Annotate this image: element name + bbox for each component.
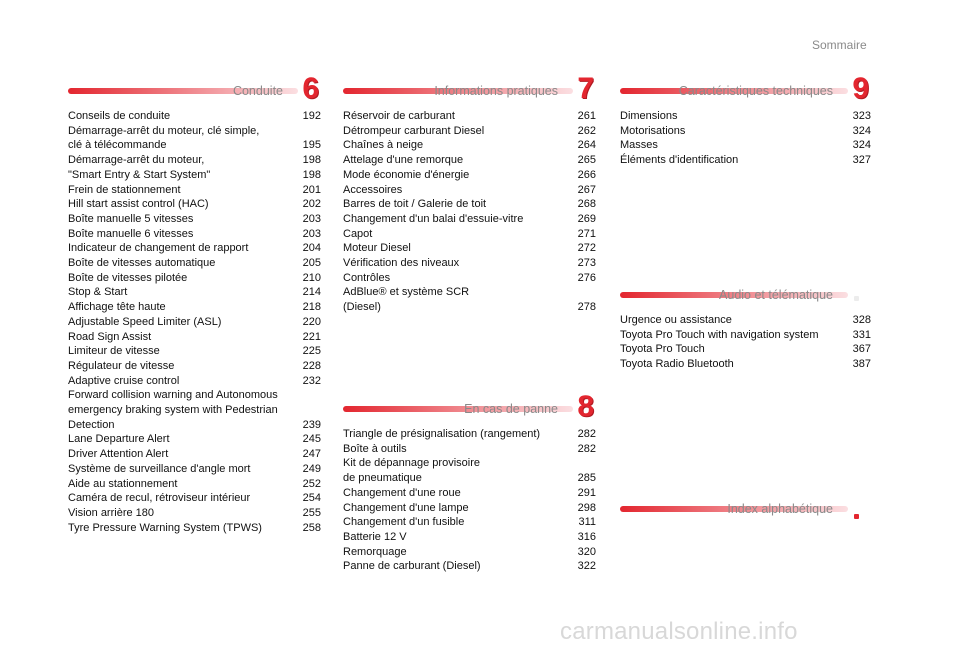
entry-page-number: 269 <box>577 212 596 225</box>
toc-entry[interactable] <box>343 241 596 256</box>
entry-page-number: 198 <box>302 168 321 181</box>
entry-title: Road Sign Assist <box>68 330 152 343</box>
entry-title: Limiteur de vitesse <box>68 345 160 358</box>
toc-entry[interactable] <box>68 491 321 506</box>
entry-page-number: 255 <box>302 506 321 519</box>
entry-list <box>68 109 321 535</box>
entry-page-number: 327 <box>852 154 871 167</box>
entry-page-number: 203 <box>302 227 321 240</box>
entry-title: Dimensions <box>620 110 678 122</box>
toc-entry[interactable] <box>68 300 321 315</box>
entry-title: Boîte manuelle 5 vitesses <box>68 212 194 225</box>
entry-page-number: 252 <box>302 477 321 490</box>
toc-entry[interactable] <box>343 456 596 485</box>
section-header <box>343 72 596 106</box>
entry-page-number: 258 <box>302 521 321 534</box>
entry-page-number: 267 <box>577 183 596 196</box>
entry-page-number: 192 <box>302 110 321 122</box>
entry-page-number: 272 <box>577 242 596 255</box>
entry-title: Driver Attention Alert <box>68 448 169 461</box>
entry-page-number: 387 <box>852 358 871 371</box>
toc-entry[interactable] <box>343 124 596 139</box>
entry-title: Urgence ou assistance <box>620 314 732 326</box>
entry-title: Capot <box>343 227 373 240</box>
entry-title: Toyota Radio Bluetooth <box>620 358 734 371</box>
entry-page-number: 221 <box>302 330 321 343</box>
entry-page-number: 202 <box>302 198 321 211</box>
entry-page-number: 273 <box>577 257 596 270</box>
entry-title: Détrompeur carburant Diesel <box>343 124 485 137</box>
entry-page-number: 298 <box>577 501 596 514</box>
entry-page-number: 264 <box>577 139 596 152</box>
entry-page-number: 254 <box>302 492 321 505</box>
chapter-number-6[interactable]: 6 <box>302 72 319 105</box>
entry-page-number: 262 <box>577 124 596 137</box>
toc-entry[interactable] <box>68 477 321 492</box>
section-conduite <box>68 72 321 535</box>
entry-list <box>620 313 871 372</box>
toc-entry[interactable] <box>68 374 321 389</box>
toc-entry[interactable] <box>620 313 871 328</box>
entry-title: Affichage tête haute <box>68 301 166 314</box>
toc-entry[interactable] <box>68 521 321 536</box>
section-label[interactable]: En cas de panne <box>464 402 558 416</box>
entry-page-number: 204 <box>302 242 321 255</box>
toc-entry[interactable] <box>68 153 321 168</box>
toc-entry[interactable] <box>68 124 321 153</box>
entry-page-number: 232 <box>302 374 321 387</box>
entry-title: Masses <box>620 139 658 152</box>
toc-entry[interactable] <box>68 359 321 374</box>
toc-entry[interactable] <box>343 212 596 227</box>
toc-entry[interactable] <box>68 271 321 286</box>
section-caracteristiques <box>620 72 871 168</box>
section-header <box>620 494 871 524</box>
entry-title: Démarrage-arrêt du moteur, clé simple, clé à télécommande <box>68 124 260 152</box>
entry-title: Adaptive cruise control <box>68 374 180 387</box>
toc-entry[interactable] <box>343 442 596 457</box>
entry-page-number: 328 <box>852 314 871 326</box>
toc-entry[interactable] <box>68 227 321 242</box>
entry-page-number: 282 <box>577 428 596 440</box>
entry-title: Aide au stationnement <box>68 477 178 490</box>
entry-page-number: 214 <box>302 286 321 299</box>
entry-title: Frein de stationnement <box>68 183 181 196</box>
entry-page-number: 285 <box>577 472 596 485</box>
toc-entry[interactable] <box>343 515 596 530</box>
entry-title: Triangle de présignalisation (rangement) <box>343 428 541 440</box>
entry-title: Boîte de vitesses automatique <box>68 257 216 270</box>
toc-entry[interactable] <box>343 256 596 271</box>
toc-entry[interactable] <box>68 109 321 124</box>
section-index <box>620 494 871 524</box>
toc-entry[interactable] <box>68 256 321 271</box>
entry-title: Système de surveillance d'angle mort <box>68 462 251 475</box>
section-audio <box>620 280 871 372</box>
entry-title: AdBlue® et système SCR (Diesel) <box>343 286 470 314</box>
section-header <box>343 390 596 424</box>
entry-title: Contrôles <box>343 271 391 284</box>
toc-entry[interactable] <box>68 285 321 300</box>
entry-page-number: 261 <box>577 110 596 122</box>
toc-entry[interactable] <box>343 486 596 501</box>
entry-page-number: 249 <box>302 462 321 475</box>
toc-entry[interactable] <box>68 197 321 212</box>
entry-title: Changement d'un balai d'essuie-vitre <box>343 212 524 225</box>
entry-page-number: 331 <box>852 328 871 341</box>
section-label[interactable]: Index alphabétique <box>727 502 833 516</box>
entry-page-number: 324 <box>852 139 871 152</box>
entry-page-number: 203 <box>302 212 321 225</box>
entry-page-number: 247 <box>302 448 321 461</box>
toc-entry[interactable] <box>620 328 871 343</box>
entry-title: Chaînes à neige <box>343 139 424 152</box>
toc-entry[interactable] <box>68 241 321 256</box>
toc-entry[interactable] <box>68 462 321 477</box>
entry-title: Toyota Pro Touch with navigation system <box>620 328 819 341</box>
entry-page-number: 239 <box>302 418 321 431</box>
toc-entry[interactable] <box>68 447 321 462</box>
entry-page-number: 311 <box>578 516 596 529</box>
entry-title: Conseils de conduite <box>68 110 171 122</box>
entry-title: Boîte de vitesses pilotée <box>68 271 188 284</box>
toc-entry[interactable] <box>343 138 596 153</box>
entry-title: Hill start assist control (HAC) <box>68 198 209 211</box>
toc-entry[interactable] <box>343 197 596 212</box>
entry-page-number: 291 <box>577 486 596 499</box>
entry-title: Indicateur de changement de rapport <box>68 242 249 255</box>
entry-title: Motorisations <box>620 124 686 137</box>
entry-page-number: 201 <box>302 183 321 196</box>
toc-entry[interactable] <box>620 342 871 357</box>
toc-entry[interactable] <box>68 315 321 330</box>
toc-entry[interactable] <box>620 109 871 124</box>
toc-entry[interactable] <box>343 153 596 168</box>
entry-title: Panne de carburant (Diesel) <box>343 560 481 573</box>
page-title: Sommaire <box>812 38 867 52</box>
entry-list <box>343 109 596 315</box>
entry-title: Moteur Diesel <box>343 242 411 255</box>
toc-entry[interactable] <box>343 427 596 442</box>
entry-title: Accessoires <box>343 183 403 196</box>
toc-entry[interactable] <box>68 506 321 521</box>
chapter-number-7[interactable]: 7 <box>577 72 594 105</box>
entry-title: Changement d'un fusible <box>343 516 465 529</box>
entry-title: Réservoir de carburant <box>343 110 455 122</box>
entry-page-number: 265 <box>577 154 596 167</box>
toc-entry[interactable] <box>68 344 321 359</box>
toc-entry[interactable] <box>343 545 596 560</box>
entry-title: Éléments d'identification <box>620 154 739 167</box>
section-informations <box>343 72 596 315</box>
entry-page-number: 324 <box>852 124 871 137</box>
entry-title: Kit de dépannage provisoire de pneumatique <box>343 457 480 485</box>
entry-title: Boîte à outils <box>343 442 407 455</box>
toc-entry[interactable] <box>343 183 596 198</box>
toc-entry[interactable] <box>343 168 596 183</box>
entry-title: Remorquage <box>343 545 407 558</box>
toc-entry[interactable] <box>343 227 596 242</box>
section-label[interactable]: Conduite <box>232 84 283 98</box>
toc-entry[interactable] <box>620 153 871 168</box>
entry-title: Démarrage-arrêt du moteur, <box>68 154 205 167</box>
entry-title: Stop & Start <box>68 286 128 299</box>
entry-page-number: 268 <box>577 198 596 211</box>
entry-page-number: 225 <box>302 345 321 358</box>
toc-entry[interactable] <box>68 168 321 183</box>
entry-page-number: 278 <box>577 301 596 314</box>
entry-title: Mode économie d'énergie <box>343 168 470 181</box>
toc-entry[interactable] <box>620 357 871 372</box>
entry-page-number: 276 <box>577 271 596 284</box>
section-label[interactable]: Caractéristiques techniques <box>678 84 833 98</box>
toc-entry[interactable] <box>343 271 596 286</box>
entry-title: Barres de toit / Galerie de toit <box>343 198 487 211</box>
entry-title: Vérification des niveaux <box>343 257 460 270</box>
entry-title: Forward collision warning and Autonomous emergency braking system with Pedestrian Detection <box>68 389 278 431</box>
entry-title: Boîte manuelle 6 vitesses <box>68 227 194 240</box>
watermark: carmanualsonline.info <box>560 618 798 645</box>
entry-title: Lane Departure Alert <box>68 433 170 446</box>
entry-page-number: 282 <box>577 442 596 455</box>
entry-page-number: 210 <box>302 271 321 284</box>
section-header <box>620 280 871 310</box>
entry-page-number: 195 <box>302 139 321 152</box>
entry-title: Adjustable Speed Limiter (ASL) <box>68 315 222 328</box>
toc-entry[interactable] <box>68 183 321 198</box>
entry-page-number: 220 <box>302 315 321 328</box>
section-label[interactable]: Audio et télématique <box>719 288 833 302</box>
section-label[interactable]: Informations pratiques <box>434 84 558 98</box>
entry-list <box>343 427 596 574</box>
entry-title: "Smart Entry & Start System" <box>68 168 211 181</box>
entry-page-number: 316 <box>577 530 596 543</box>
entry-page-number: 218 <box>302 301 321 314</box>
entry-page-number: 228 <box>302 359 321 372</box>
entry-page-number: 322 <box>577 560 596 573</box>
chapter-number-8[interactable]: 8 <box>577 390 594 423</box>
toc-entry[interactable] <box>343 501 596 516</box>
entry-page-number: 205 <box>302 257 321 270</box>
entry-title: Tyre Pressure Warning System (TPWS) <box>68 521 262 534</box>
entry-title: Vision arrière 180 <box>68 506 155 519</box>
toc-entry[interactable] <box>68 432 321 447</box>
entry-page-number: 198 <box>302 154 321 167</box>
entry-page-number: 266 <box>577 168 596 181</box>
section-header <box>68 72 321 106</box>
section-header <box>620 72 871 106</box>
toc-entry[interactable] <box>620 138 871 153</box>
chapter-marker <box>854 514 859 519</box>
entry-title: Changement d'une roue <box>343 486 461 499</box>
chapter-number-9[interactable]: 9 <box>852 72 869 105</box>
section-panne <box>343 390 596 574</box>
chapter-marker <box>854 296 859 301</box>
entry-page-number: 245 <box>302 433 321 446</box>
entry-list <box>620 109 871 168</box>
entry-page-number: 271 <box>577 227 596 240</box>
toc-entry[interactable] <box>343 285 596 314</box>
entry-page-number: 323 <box>852 110 871 122</box>
toc-entry[interactable] <box>68 212 321 227</box>
entry-title: Changement d'une lampe <box>343 501 469 514</box>
toc-entry[interactable] <box>620 124 871 139</box>
entry-page-number: 320 <box>577 545 596 558</box>
toc-entry[interactable] <box>343 559 596 574</box>
toc-entry[interactable] <box>68 330 321 345</box>
toc-entry[interactable] <box>68 388 321 432</box>
entry-title: Batterie 12 V <box>343 530 407 543</box>
entry-title: Caméra de recul, rétroviseur intérieur <box>68 492 251 505</box>
entry-page-number: 367 <box>852 343 871 356</box>
entry-title: Toyota Pro Touch <box>620 343 705 356</box>
toc-entry[interactable] <box>343 530 596 545</box>
entry-title: Attelage d'une remorque <box>343 154 464 167</box>
toc-entry[interactable] <box>343 109 596 124</box>
entry-title: Régulateur de vitesse <box>68 359 175 372</box>
